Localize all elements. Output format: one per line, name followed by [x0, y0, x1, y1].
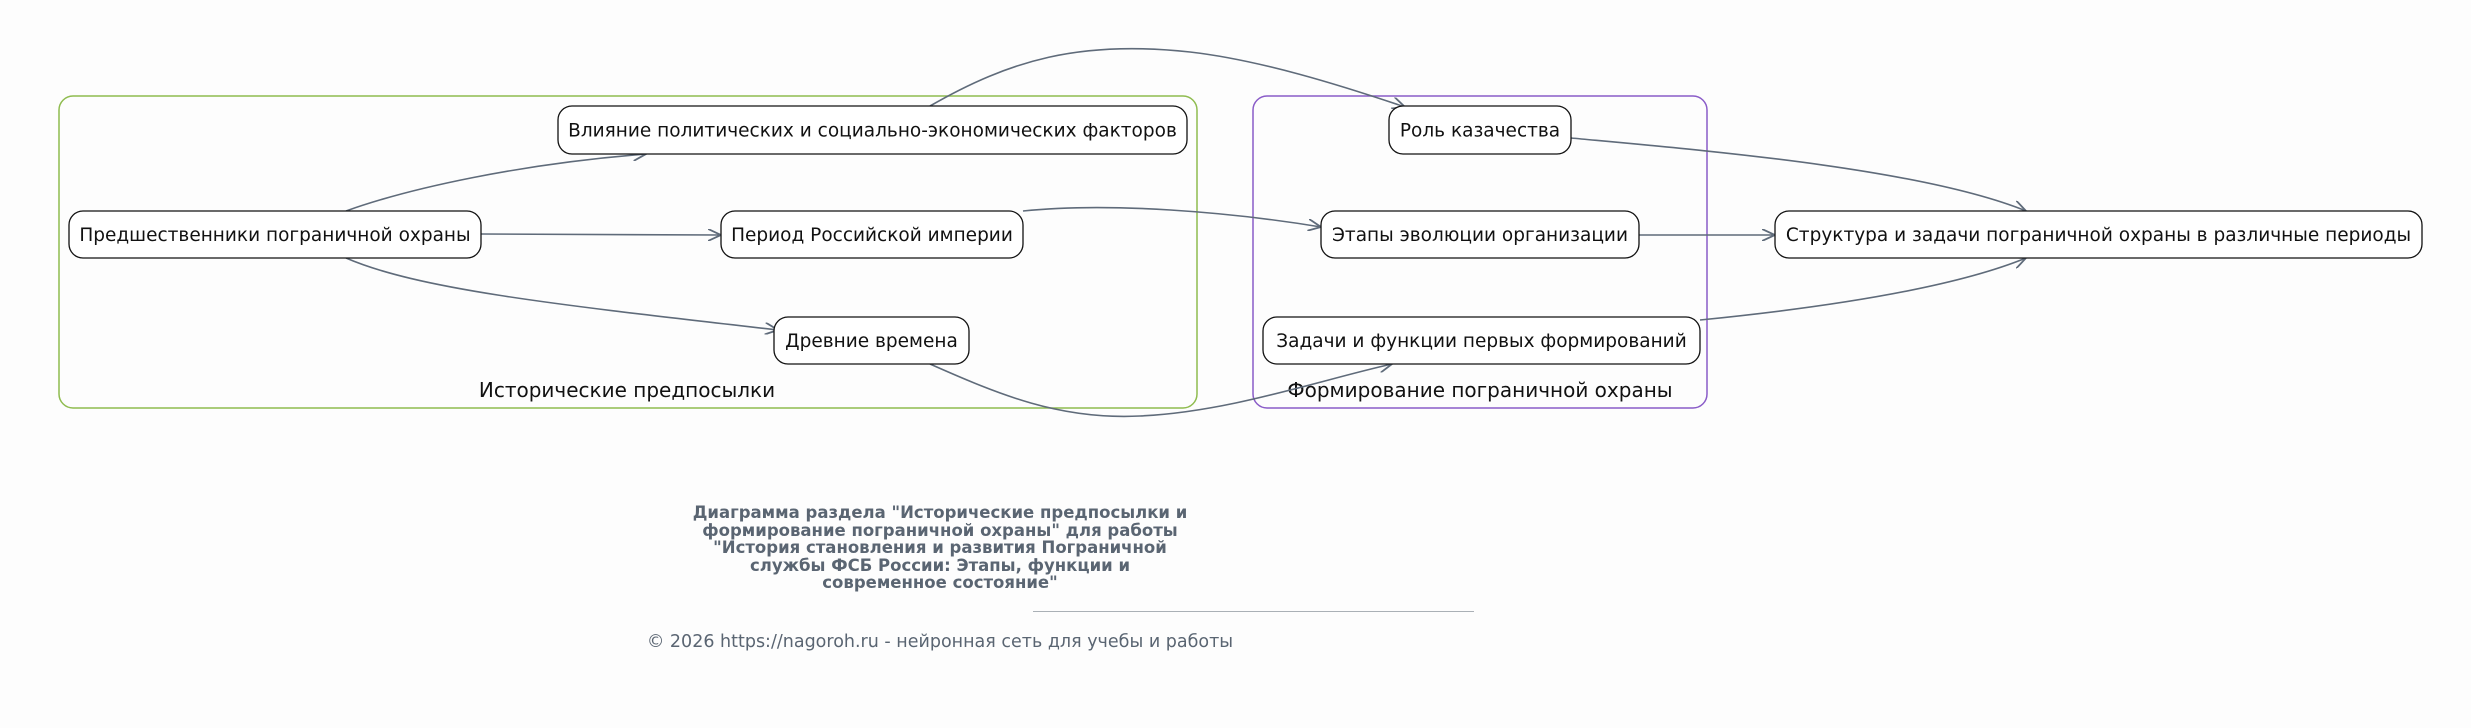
cluster-label-form: Формирование пограничной охраны: [1287, 378, 1673, 402]
node-label-etap: Этапы эволюции организации: [1332, 225, 1628, 246]
edge-kaz-to-struct: [1571, 138, 2026, 211]
caption-line-1: Диаграмма раздела "Исторические предпосылки и: [692, 503, 1188, 522]
node-label-pred: Предшественники пограничной охраны: [79, 225, 471, 246]
node-vliy[interactable]: [558, 106, 1187, 154]
node-imp[interactable]: [721, 211, 1023, 258]
node-drev[interactable]: [774, 317, 969, 364]
caption-divider: [1033, 611, 1474, 612]
node-label-drev: Древние времена: [785, 331, 958, 352]
cluster-label-hist: Исторические предпосылки: [478, 378, 776, 402]
node-pred[interactable]: [69, 211, 481, 258]
caption-line-2: формирование пограничной охраны" для работы: [702, 520, 1178, 540]
node-label-struct: Структура и задачи пограничной охраны в различные периоды: [1785, 225, 2412, 246]
caption-line-3: "История становления и развития Пограничной: [713, 538, 1167, 557]
node-label-vliy: Влияние политических и социально-экономических факторов: [568, 120, 1177, 142]
edge-zad-to-struct: [1700, 258, 2026, 320]
edge-pred-to-imp: [481, 234, 721, 235]
diagram-caption: [0, 504, 1880, 592]
node-etap[interactable]: [1321, 211, 1639, 258]
node-kaz[interactable]: [1389, 106, 1571, 154]
caption-line-5: современное состояние": [822, 573, 1058, 592]
node-label-imp: Период Российской империи: [731, 225, 1013, 246]
edge-vliy-to-kaz: [930, 49, 1405, 107]
edge-pred-to-vliy: [346, 154, 646, 211]
caption-line-4: службы ФСБ России: Этапы, функции и: [750, 555, 1130, 575]
edge-pred-to-drev: [346, 258, 778, 330]
node-zad[interactable]: [1263, 317, 1700, 364]
copyright-link[interactable]: © 2026 https://nagoroh.ru - нейронная сеть для учебы и работы: [646, 632, 1234, 652]
node-label-zad: Задачи и функции первых формирований: [1276, 331, 1687, 352]
node-label-kaz: Роль казачества: [1399, 120, 1561, 142]
node-struct[interactable]: [1775, 211, 2422, 258]
edge-imp-to-etap: [1023, 208, 1321, 227]
